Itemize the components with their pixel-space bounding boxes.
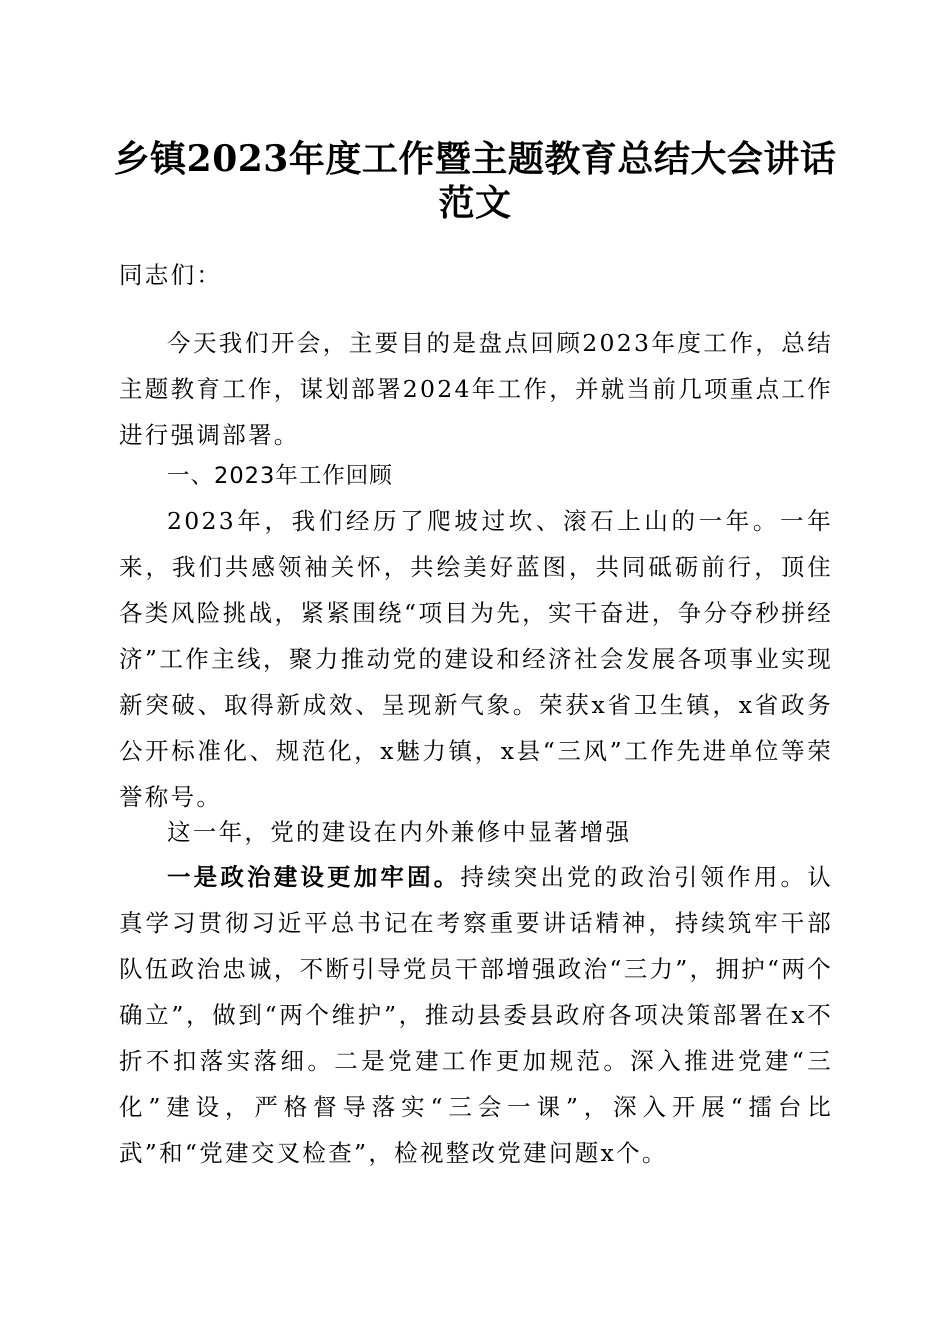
- document-title-line-1: 乡镇2023年度工作暨主题教育总结大会讲话: [113, 138, 837, 180]
- salutation: 同志们：: [119, 261, 223, 289]
- document-title-line-2: 范文: [438, 182, 512, 224]
- review-paragraph: 2023年，我们经历了爬坡过坎、滚石上山的一年。一年来，我们共感领袖关怀，共绘美好蓝图，共同砥砺前行，顶住各类风险挑战，紧紧围绕“项目为先，实干奋进，争分夺秒拼经济”工作主线，聚力推动党的建设和经济社会发展各项事业实现新突破、取得新成效、呈现新气象。荣获x省卫生镇，x省政务公开标准化、规范化，x魅力镇，x县“三风”工作先进单位等荣誉称号。: [119, 507, 833, 811]
- party-building-intro: 这一年，党的建设在内外兼修中显著增强: [167, 818, 632, 846]
- political-construction-paragraph: [119, 854, 833, 1176]
- section-heading-1: 一、2023年工作回顾: [167, 463, 393, 489]
- opening-paragraph: 今天我们开会，主要目的是盘点回顾2023年度工作，总结主题教育工作，谋划部署2024年工作，并就当前几项重点工作进行强调部署。: [119, 329, 834, 449]
- paragraph-body: 持续突出党的政治引领作用。认真学习贯彻习近平总书记在考察重要讲话精神，持续筑牢干部队伍政治忠诚，不断引导党员干部增强政治“三力”，拥护“两个确立”，做到“两个维护”，推动县委县政府各项决策部署在x不折不扣落实落细。二是党建工作更加规范。深入推进党建“三化”建设，严格督导落实“三会一课”，深入开展“擂台比武”和“党建交叉检查”，检视整改党建问题x个。: [119, 863, 833, 1167]
- paragraph-bold-lead: 一是政治建设更加牢固。: [167, 863, 461, 891]
